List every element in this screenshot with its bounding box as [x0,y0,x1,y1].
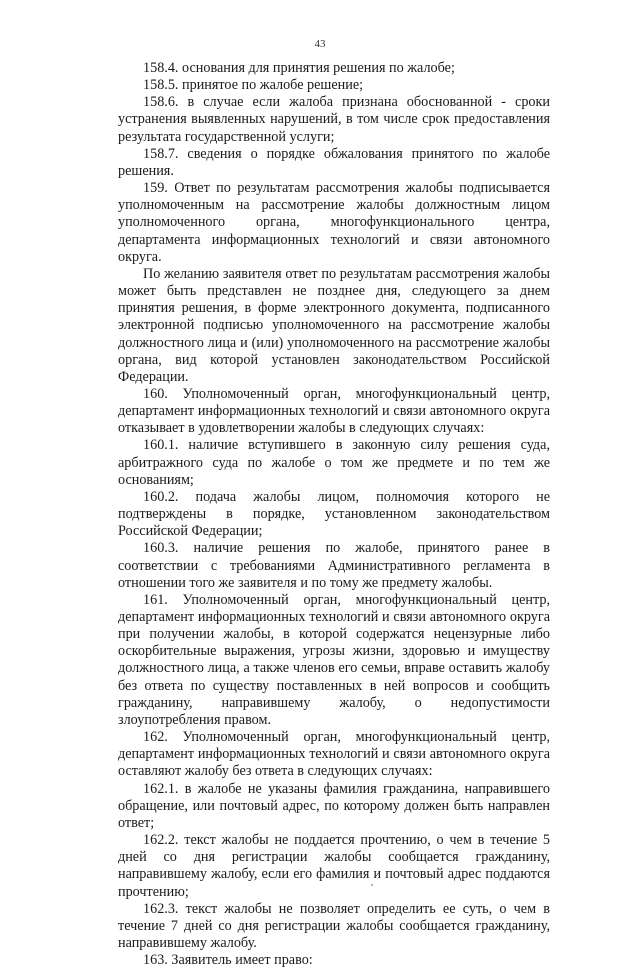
paragraph-159: 159. Ответ по результатам рассмотрения жалобы подписывается уполномоченным на рассмотрение жалобы должностным лицом уполномоченного органа, многофункционального центра, департамента информационных технологий и связи автономного округа. [118,180,550,265]
page-number: 43 [314,38,326,50]
paragraph-158-7: 158.7. сведения о порядке обжалования принятого по жалобе решения. [118,145,550,179]
paragraph-162: 162. Уполномоченный орган, многофункциональный центр, департамент информационных технологий и связи автономного округа оставляют жалобу без ответа в следующих случаях: [118,729,550,780]
paragraph-163: 163. Заявитель имеет право: [143,952,313,969]
paragraph-160-1: 160.1. наличие вступившего в законную силу решения суда, арбитражного суда по жалобе о том же предмете и по тем же основаниям; [118,437,550,488]
paragraph-162-3: 162.3. текст жалобы не позволяет определить ее суть, о чем в течение 7 дней со дня регистрации жалобы сообщается гражданину, направившему жалобу. [118,900,550,951]
scan-artifact [371,884,373,886]
paragraph-158-5: 158.5. принятое по жалобе решение; [143,77,364,94]
paragraph-160: 160. Уполномоченный орган, многофункциональный центр, департамент информационных технологий и связи автономного округа отказывает в удовлетворении жалобы в следующих случаях: [118,385,550,437]
paragraph-158-6: 158.6. в случае если жалоба признана обоснованной - сроки устранения выявленных нарушений, в том числе срок предоставления результата государственной услуги; [118,94,550,145]
paragraph-160-2: 160.2. подача жалобы лицом, полномочия которого не подтверждены в порядке, установленном законодательством Российской Федерации; [118,488,550,540]
paragraph-162-2: 162.2. текст жалобы не поддается прочтению, о чем в течение 5 дней со дня регистрации жалобы сообщается гражданину, направившему жалобу, если его фамилия и почтовый адрес поддаются прочтению; [118,832,550,900]
paragraph-161: 161. Уполномоченный орган, многофункциональный центр, департамент информационных технологий и связи автономного округа при получении жалобы, в которой содержатся нецензурные либо оскорбительные выражения, угрозы жизни, здоровью и имуществу должностного лица, а также членов его семьи, вправе оставить жалобу без ответа по существу поставленных в ней вопросов и сообщить гражданину, направившему жалобу, о недопустимости злоупотребления правом. [118,591,550,728]
paragraph-162-1: 162.1. в жалобе не указаны фамилия гражданина, направившего обращение, или почтовый адрес, по которому должен быть направлен ответ; [118,780,550,831]
paragraph-160-3: 160.3. наличие решения по жалобе, принятого ранее в соответствии с требованиями Административного регламента в отношении того же заявителя и по тому же предмету жалобы. [118,540,550,591]
document-body [118,60,550,969]
paragraph-159-addendum: По желанию заявителя ответ по результатам рассмотрения жалобы может быть представлен не позднее дня, следующего за днем принятия решения, в форме электронного документа, подписанного электронной подписью уполномоченного на рассмотрение жалобы должностного лица и (или) уполномоченного на рассмотрение жалобы органа, вид которой установлен законодательством Российской Федерации. [118,265,550,385]
paragraph-158-4: 158.4. основания для принятия решения по жалобе; [143,60,455,76]
